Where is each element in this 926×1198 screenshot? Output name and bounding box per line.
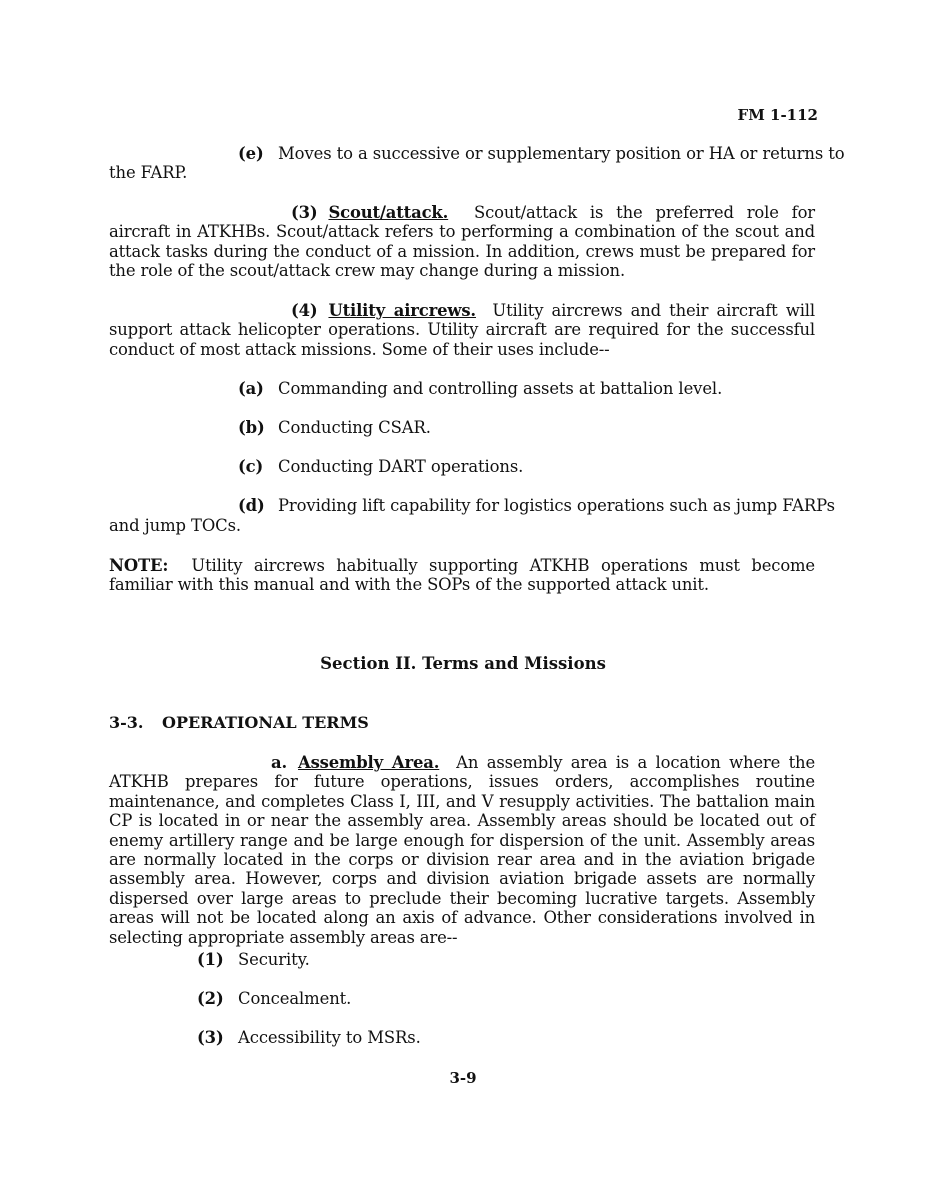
list-item <box>197 989 351 1009</box>
scout-attack-number: (3) <box>291 203 318 222</box>
item-d-line2: and jump TOCs. <box>109 516 242 535</box>
list-item <box>238 418 431 438</box>
item-e-line1 <box>238 144 845 164</box>
item-e-marker: (e) <box>238 144 264 163</box>
list-item <box>197 950 310 970</box>
list-item-marker: (3) <box>197 1028 224 1047</box>
note-paragraph <box>109 556 815 595</box>
list-item-text: Commanding and controlling assets at battalion level. <box>278 379 723 398</box>
utility-aircrews-paragraph <box>109 301 815 359</box>
assembly-area-paragraph <box>109 753 815 947</box>
page-number: 3-9 <box>449 1069 477 1087</box>
assembly-area-title: Assembly Area. <box>298 753 440 772</box>
chapter-title: OPERATIONAL TERMS <box>162 713 369 732</box>
list-item-marker: (2) <box>197 989 224 1008</box>
list-item-marker: (c) <box>238 457 264 476</box>
list-item-text: Security. <box>238 950 310 969</box>
list-item <box>197 1028 421 1048</box>
item-d-text: Providing lift capability for logistics operations such as jump FARPs <box>278 496 835 515</box>
list-item-marker: (1) <box>197 950 224 969</box>
assembly-area-marker: a. <box>271 753 288 772</box>
assembly-area-body: An assembly area is a location where the ATKHB prepares for future operations, issues orders, accomplishes routine maintenance, and completes Class I, III, and V resupply activities. The battalion main CP is located in or near the assembly area. Assembly areas should be located out of enemy artillery range and be large enough for dispersion of the unit. Assembly areas are normally located in the corps or division rear area and in the aviation brigade assembly area. However, corps and division aviation brigade assets are normally dispersed over large areas to preclude their becoming lucrative targets. Assembly areas will not be located along an axis of advance. Other considerations involved in selecting appropriate assembly areas are-- <box>109 753 815 947</box>
utility-aircrews-title: Utility aircrews. <box>328 301 476 320</box>
scout-attack-body: Scout/attack is the preferred role for aircraft in ATKHBs. Scout/attack refers to performing a combination of the scout and attack tasks during the conduct of a mission. In addition, crews must be prepared for the role of the scout/attack crew may change during a mission. <box>109 203 815 281</box>
list-item-marker: (a) <box>238 379 264 398</box>
list-item-text: Concealment. <box>238 989 352 1008</box>
list-item <box>238 379 722 399</box>
list-item-text: Accessibility to MSRs. <box>238 1028 421 1047</box>
manual-code: FM 1-112 <box>737 106 818 124</box>
utility-aircrews-body: Utility aircrews and their aircraft will support attack helicopter operations. Utility aircraft are required for the successful conduct of most attack missions. Some of their uses include-- <box>109 301 815 359</box>
section-title: Section II. Terms and Missions <box>320 654 606 673</box>
note-label: NOTE: <box>109 556 169 575</box>
item-d-marker: (d) <box>238 496 265 515</box>
item-e-text: Moves to a successive or supplementary position or HA or returns to <box>278 144 845 163</box>
list-item-text: Conducting CSAR. <box>278 418 431 437</box>
item-d-line1 <box>238 496 835 516</box>
list-item-marker: (b) <box>238 418 265 437</box>
scout-attack-paragraph <box>109 203 815 281</box>
utility-aircrews-number: (4) <box>291 301 318 320</box>
list-item-text: Conducting DART operations. <box>278 457 524 476</box>
scout-attack-title: Scout/attack. <box>328 203 449 222</box>
item-e-line2: the FARP. <box>109 163 188 182</box>
chapter-heading <box>109 713 369 732</box>
list-item <box>238 457 523 477</box>
note-body: Utility aircrews habitually supporting ATKHB operations must become familiar with this manual and with the SOPs of the supported attack unit. <box>109 556 815 595</box>
chapter-number: 3-3. <box>109 713 144 732</box>
